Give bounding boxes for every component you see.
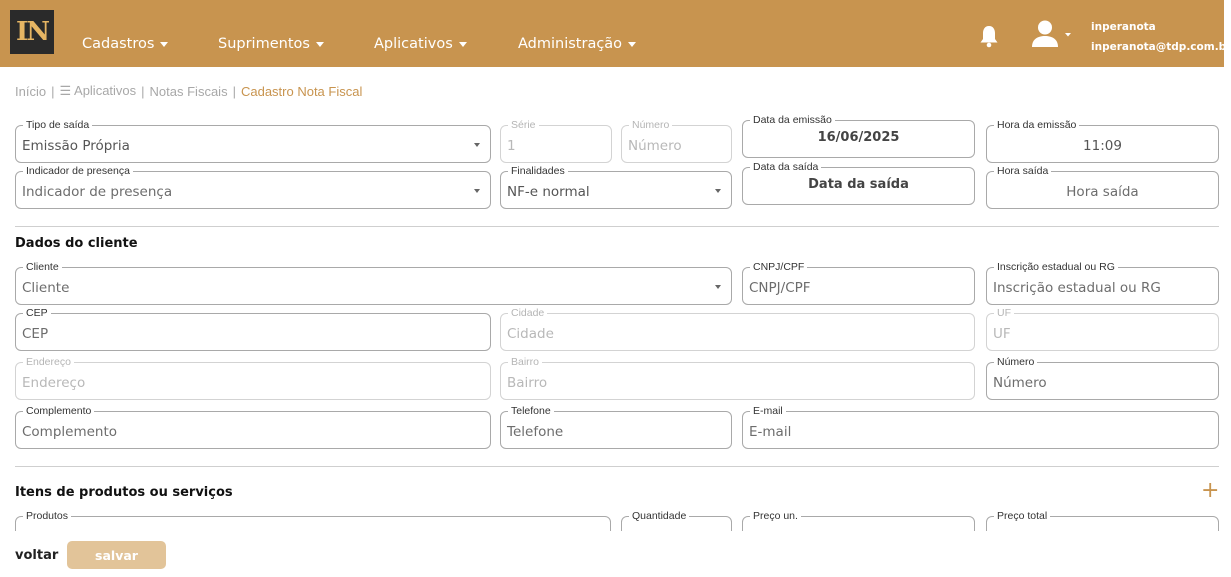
cnpj-cpf-input[interactable] bbox=[742, 261, 975, 305]
numero-endereco-label: Número bbox=[994, 356, 1037, 368]
hora-emissao-label: Hora da emissão bbox=[994, 119, 1079, 131]
cidade-input bbox=[500, 307, 975, 351]
uf-placeholder: UF bbox=[993, 326, 1011, 342]
cep-input[interactable] bbox=[15, 307, 491, 351]
breadcrumb-notas-fiscais[interactable]: Notas Fiscais bbox=[149, 83, 228, 99]
chevron-down-icon bbox=[715, 285, 721, 289]
cliente-label: Cliente bbox=[23, 261, 62, 273]
uf-label: UF bbox=[994, 307, 1014, 319]
chevron-down-icon bbox=[715, 189, 721, 193]
add-item-icon[interactable]: + bbox=[1201, 478, 1220, 503]
user-name: inperanota bbox=[1091, 21, 1156, 33]
top-navbar bbox=[0, 0, 1231, 67]
tipo-saida-select[interactable] bbox=[15, 119, 491, 163]
complemento-placeholder: Complemento bbox=[22, 424, 118, 440]
chevron-down-icon bbox=[160, 42, 168, 47]
serie-value: 1 bbox=[507, 138, 516, 154]
finalidades-value: NF-e normal bbox=[507, 184, 590, 200]
cliente-select[interactable] bbox=[15, 261, 732, 305]
data-emissao-label: Data da emissão bbox=[750, 114, 835, 126]
chevron-down-icon bbox=[474, 143, 480, 147]
numero-endereco-input[interactable] bbox=[986, 356, 1219, 400]
footer-actions bbox=[0, 531, 1224, 577]
telefone-input[interactable] bbox=[500, 405, 732, 449]
nav-aplicativos-label: Aplicativos bbox=[374, 36, 453, 52]
inscricao-estadual-input[interactable] bbox=[986, 261, 1219, 305]
nav-aplicativos[interactable] bbox=[374, 36, 467, 52]
cliente-placeholder: Cliente bbox=[22, 280, 70, 296]
cidade-placeholder: Cidade bbox=[507, 326, 554, 342]
bairro-label: Bairro bbox=[508, 356, 542, 368]
serie-field bbox=[500, 119, 612, 163]
bairro-input bbox=[500, 356, 975, 400]
serie-label: Série bbox=[508, 119, 539, 131]
itens-section-title: Itens de produtos ou serviços bbox=[15, 485, 233, 500]
preco-un-label: Preço un. bbox=[750, 510, 801, 522]
hora-emissao-field[interactable] bbox=[986, 119, 1219, 163]
cliente-section-title: Dados do cliente bbox=[15, 236, 138, 251]
hora-saida-label: Hora saída bbox=[994, 165, 1051, 177]
chevron-down-icon bbox=[316, 42, 324, 47]
data-emissao-value: 16/06/2025 bbox=[817, 130, 900, 145]
numero-nota-label: Número bbox=[629, 119, 672, 131]
endereco-placeholder: Endereço bbox=[22, 375, 86, 391]
data-saida-field[interactable] bbox=[742, 161, 975, 205]
email-label: E-mail bbox=[750, 405, 786, 417]
app-logo[interactable] bbox=[10, 10, 54, 54]
section-divider bbox=[15, 226, 1219, 227]
chevron-down-icon bbox=[474, 189, 480, 193]
breadcrumb-separator: | bbox=[232, 83, 236, 99]
complemento-input[interactable] bbox=[15, 405, 491, 449]
breadcrumb-home[interactable]: Início bbox=[15, 83, 47, 99]
nav-suprimentos[interactable] bbox=[218, 36, 324, 52]
chevron-down-icon bbox=[1065, 33, 1071, 37]
cep-placeholder: CEP bbox=[22, 326, 49, 342]
logo-text: IN bbox=[16, 17, 48, 47]
complemento-label: Complemento bbox=[23, 405, 94, 417]
data-emissao-field[interactable] bbox=[742, 114, 975, 158]
cnpj-cpf-label: CNPJ/CPF bbox=[750, 261, 807, 273]
tipo-saida-label: Tipo de saída bbox=[23, 119, 92, 131]
bairro-placeholder: Bairro bbox=[507, 375, 548, 391]
user-avatar-icon[interactable] bbox=[1030, 20, 1072, 48]
breadcrumb-separator: | bbox=[51, 83, 55, 99]
breadcrumb-separator: | bbox=[141, 83, 145, 99]
numero-endereco-placeholder: Número bbox=[993, 375, 1047, 391]
hora-emissao-value: 11:09 bbox=[1083, 138, 1122, 154]
save-button[interactable]: salvar bbox=[67, 541, 166, 569]
telefone-label: Telefone bbox=[508, 405, 554, 417]
breadcrumb-apps[interactable]: ☰ Aplicativos bbox=[59, 83, 137, 98]
endereco-input bbox=[15, 356, 491, 400]
hora-saida-placeholder: Hora saída bbox=[1066, 184, 1139, 200]
itens-row-clip bbox=[0, 500, 1224, 531]
chevron-down-icon bbox=[459, 42, 467, 47]
uf-input bbox=[986, 307, 1219, 351]
finalidades-label: Finalidades bbox=[508, 165, 568, 177]
email-input[interactable] bbox=[742, 405, 1219, 449]
nav-cadastros[interactable] bbox=[82, 36, 168, 52]
indicador-presenca-label: Indicador de presença bbox=[23, 165, 133, 177]
user-email: inperanota@tdp.com.br bbox=[1091, 41, 1231, 53]
bell-icon[interactable] bbox=[978, 24, 1000, 48]
chevron-down-icon bbox=[628, 42, 636, 47]
cnpj-cpf-placeholder: CNPJ/CPF bbox=[749, 280, 811, 296]
telefone-placeholder: Telefone bbox=[507, 424, 564, 440]
tipo-saida-value: Emissão Própria bbox=[22, 138, 130, 154]
indicador-presenca-select[interactable] bbox=[15, 165, 491, 209]
inscricao-estadual-placeholder: Inscrição estadual ou RG bbox=[993, 280, 1161, 296]
cidade-label: Cidade bbox=[508, 307, 547, 319]
data-saida-placeholder: Data da saída bbox=[808, 177, 909, 192]
numero-nota-placeholder: Número bbox=[628, 138, 682, 154]
preco-total-label: Preço total bbox=[994, 510, 1050, 522]
hora-saida-field[interactable] bbox=[986, 165, 1219, 209]
produtos-label: Produtos bbox=[23, 510, 71, 522]
breadcrumb-current: Cadastro Nota Fiscal bbox=[240, 83, 363, 99]
endereco-label: Endereço bbox=[23, 356, 74, 368]
indicador-presenca-placeholder: Indicador de presença bbox=[22, 184, 173, 200]
breadcrumb bbox=[15, 83, 362, 99]
quantidade-label: Quantidade bbox=[629, 510, 689, 522]
section-divider bbox=[15, 466, 1219, 467]
nav-administracao[interactable] bbox=[518, 36, 636, 52]
finalidades-select[interactable] bbox=[500, 165, 732, 209]
numero-nota-field bbox=[621, 119, 732, 163]
cep-label: CEP bbox=[23, 307, 51, 319]
data-saida-label: Data da saída bbox=[750, 161, 821, 173]
back-button[interactable]: voltar bbox=[15, 548, 59, 563]
nav-administracao-label: Administração bbox=[518, 36, 623, 52]
nav-suprimentos-label: Suprimentos bbox=[218, 36, 310, 52]
email-placeholder: E-mail bbox=[749, 424, 792, 440]
nav-cadastros-label: Cadastros bbox=[82, 36, 155, 52]
inscricao-estadual-label: Inscrição estadual ou RG bbox=[994, 261, 1118, 273]
